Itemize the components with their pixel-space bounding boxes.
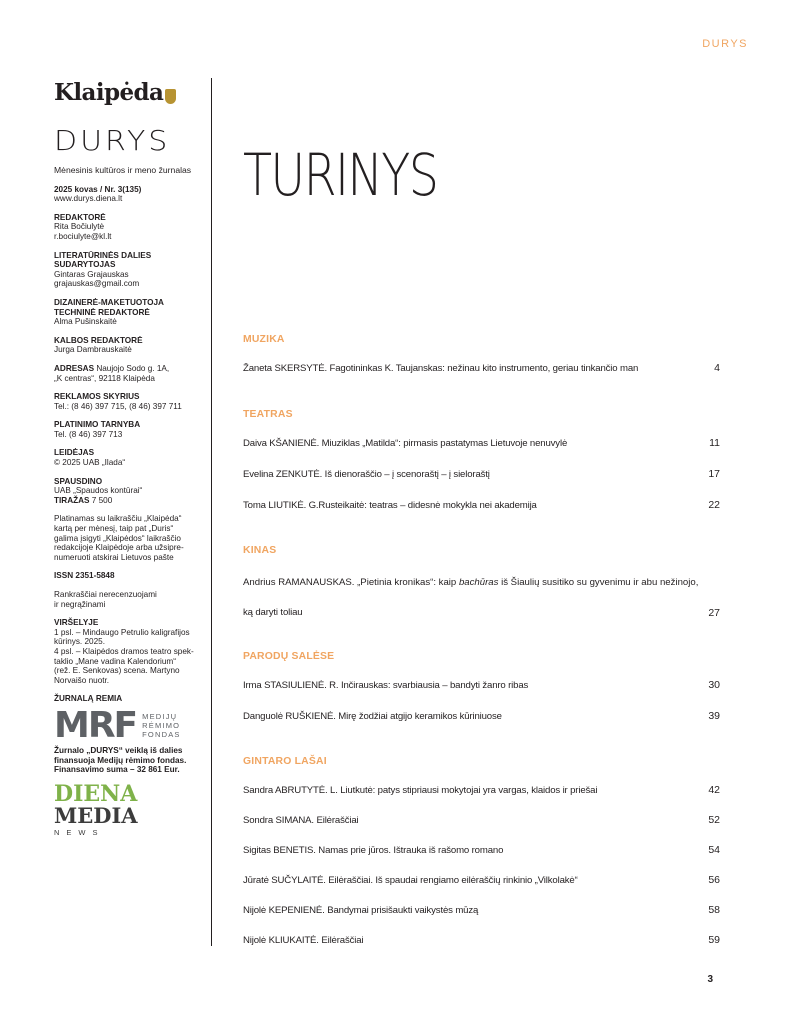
distribution-note-line: numeruoti atskirai Lietuvos pašte — [54, 552, 174, 562]
funding-line: Finansavimo suma – 32 861 Eur. — [54, 765, 180, 775]
funding-note — [54, 746, 204, 775]
section-amber-drops — [243, 756, 720, 946]
address-block — [54, 364, 204, 383]
toc-entry[interactable] — [243, 679, 720, 691]
entry-page: 58 — [708, 904, 720, 916]
toc-entry[interactable] — [243, 362, 720, 374]
distribution-label: PLATINIMO TARNYBA — [54, 420, 141, 430]
distribution-note-line: galima įsigyti „Klaipėdos“ laikraščio — [54, 533, 181, 543]
issue-info — [54, 185, 204, 204]
klaipeda-logo-text: Klaipėda — [54, 79, 164, 106]
durys-logo: DURYS — [54, 125, 171, 158]
entry-title: Jūratė SUČYLAITĖ. Eilėraščiai. Iš spaudai rengiamo eilėraščių rinkinio „Vilkolakė“ — [243, 875, 578, 886]
running-header: DURYS — [702, 38, 748, 50]
toc-entry[interactable] — [243, 568, 720, 628]
funding-line: Žurnalo „DURYS“ veiklą iš dalies — [54, 745, 183, 755]
section-heading: TEATRAS — [243, 409, 293, 420]
klaipeda-logo — [54, 78, 204, 108]
entry-page: 17 — [708, 468, 720, 480]
section-heading: PARODŲ SALĖSE — [243, 651, 335, 662]
language-editor-block — [54, 336, 204, 355]
literary-editor-block — [54, 251, 204, 289]
address-line2: „K centras“, 92118 Klaipėda — [54, 373, 155, 383]
editor-label: REDAKTORĖ — [54, 212, 106, 222]
entry-page: 54 — [708, 844, 720, 856]
distribution-note-line: Platinamas su laikraščiu „Klaipėda“ — [54, 514, 182, 524]
address-line1: Naujojo Sodo g. 1A, — [96, 363, 170, 373]
printer-name: UAB „Spaudos kontūrai“ — [54, 486, 143, 496]
page-title: TURINYS — [243, 141, 438, 209]
designer-label-line2: TECHNINĖ REDAKTORĖ — [54, 307, 150, 317]
cover-block — [54, 618, 204, 685]
issue-number: 2025 kovas / Nr. 3(135) — [54, 184, 142, 194]
print-run-label: TIRAŽAS — [54, 495, 90, 505]
entry-title: Danguolė RUŠKIENĖ. Mirę žodžiai atgijo keramikos kūriniuose — [243, 711, 502, 722]
toc-entry[interactable] — [243, 710, 720, 722]
entry-page: 56 — [708, 874, 720, 886]
distribution-note-line: redakcijoje Klaipėdoje arba užsipre- — [54, 543, 184, 553]
editor-email[interactable]: r.bociulyte@kl.lt — [54, 231, 112, 241]
mrf-logo-text — [142, 712, 180, 739]
entry-page: 4 — [714, 362, 720, 374]
editor-name: Rita Bočiulytė — [54, 222, 105, 232]
publisher-block — [54, 448, 204, 467]
cover-line: kūrinys. 2025. — [54, 637, 105, 647]
manuscripts-line: Rankraščiai nerecenzuojami — [54, 590, 157, 599]
section-heading: GINTARO LAŠAI — [243, 756, 327, 767]
toc-entry[interactable] — [243, 468, 720, 480]
entry-title-part: Andrius RAMANAUSKAS. „Pietinia kronikas“: kaip — [243, 577, 459, 588]
toc-entry[interactable] — [243, 934, 720, 946]
designer-label-line1: DIZAINERĖ-MAKETUOTOJA — [54, 297, 164, 307]
entry-page: 30 — [708, 679, 720, 691]
support-label: ŽURNALĄ REMIA — [54, 694, 123, 704]
section-heading: KINAS — [243, 545, 277, 556]
news-logo: NEWS — [54, 827, 105, 837]
literary-label-line2: SUDARYTOJAS — [54, 260, 116, 270]
section-heading: MUZIKA — [243, 334, 285, 345]
toc-entry[interactable] — [243, 499, 720, 511]
address-label: ADRESAS — [54, 363, 95, 373]
ads-phones: Tel.: (8 46) 397 715, (8 46) 397 711 — [54, 401, 182, 411]
distribution-service-block — [54, 420, 204, 439]
ads-block — [54, 392, 204, 411]
entry-page: 59 — [708, 934, 720, 946]
media-logo: MEDIA — [54, 802, 138, 828]
entry-title: Nijolė KEPENIENĖ. Bandymai prisišaukti vaikystės mūzą — [243, 905, 479, 916]
mrf-logo — [54, 704, 204, 746]
entry-title-line1 — [243, 568, 720, 598]
cover-line: Norvaišo nuotr. — [54, 675, 110, 685]
tagline: Mėnesinis kultūros ir meno žurnalas — [54, 165, 192, 175]
entry-title-part: iš Šiaulių susitiko su gyvenimu ir abu nežinojo, — [498, 577, 699, 588]
mrf-logo-line: FONDAS — [142, 730, 181, 740]
entry-page: 27 — [708, 607, 720, 619]
printer-label: SPAUSDINO — [54, 476, 103, 486]
entry-title-line2 — [243, 598, 720, 628]
entry-title: Daiva KŠANIENĖ. Miuziklas „Matilda“: pirmasis pastatymas Lietuvoje nenuvylė — [243, 438, 568, 449]
print-run-value: 7 500 — [91, 495, 113, 505]
publisher-name: © 2025 UAB „Ilada“ — [54, 458, 126, 468]
entry-title: Sigitas BENETIS. Namas prie jūros. Ištrauka iš rašomo romano — [243, 845, 504, 856]
distribution-phone: Tel. (8 46) 397 713 — [54, 429, 123, 439]
entry-page: 22 — [708, 499, 720, 511]
entry-title-part: ką daryti toliau — [243, 607, 303, 618]
entry-title: Toma LIUTIKĖ. G.Rusteikaitė: teatras – didesnė mokykla nei akademija — [243, 500, 537, 511]
designer-block — [54, 298, 204, 327]
entry-page: 39 — [708, 710, 720, 722]
cover-line: taklio „Mane vadina Kalendorium“ — [54, 656, 176, 666]
language-editor-label: KALBOS REDAKTORĖ — [54, 335, 143, 345]
section-exhibitions — [243, 651, 720, 722]
issn: ISSN 2351-5848 — [54, 571, 115, 581]
ads-label: REKLAMOS SKYRIUS — [54, 392, 140, 402]
website-link[interactable]: www.durys.diena.lt — [54, 194, 123, 204]
section-theatre — [243, 409, 720, 511]
entry-page: 11 — [709, 437, 720, 449]
toc-entry[interactable] — [243, 904, 720, 916]
toc-entry[interactable] — [243, 874, 720, 886]
toc-entry[interactable] — [243, 784, 720, 796]
manuscripts-note — [54, 590, 204, 609]
literary-editor-email[interactable]: grajauskas@gmail.com — [54, 279, 140, 289]
column-divider — [211, 78, 212, 946]
mrf-logo-letters: MRF — [54, 704, 137, 746]
toc-entry[interactable] — [243, 437, 720, 449]
literary-label-line1: LITERATŪRINĖS DALIES — [54, 250, 152, 260]
entry-title-italic: bachūras — [458, 577, 499, 588]
entry-title: Irma STASIULIENĖ. R. Inčirauskas: svarbiausia – bandyti žanro ribas — [243, 680, 529, 691]
cover-label: VIRŠELYJE — [54, 618, 99, 628]
entry-page: 52 — [708, 814, 720, 826]
distribution-note-line: kartą per mėnesį, taip pat „Duris“ — [54, 524, 174, 534]
publisher-label: LEIDĖJAS — [54, 448, 95, 458]
mrf-logo-line: MEDIJŲ — [142, 712, 178, 722]
section-music — [243, 334, 720, 374]
page-number: 3 — [707, 974, 713, 985]
entry-title: Sondra SIMANA. Eilėraščiai — [243, 815, 359, 826]
language-editor-name: Jurga Dambrauskaitė — [54, 345, 132, 355]
entry-title: Nijolė KLIUKAITĖ. Eilėraščiai — [243, 935, 364, 946]
literary-editor-name: Gintaras Grajauskas — [54, 269, 129, 279]
diena-logo: DIENA — [54, 780, 138, 807]
toc-entry[interactable] — [243, 814, 720, 826]
funding-line: finansuoja Medijų rėmimo fondas. — [54, 755, 187, 765]
entry-page: 42 — [708, 784, 720, 796]
designer-name: Alma Pušinskaitė — [54, 317, 117, 327]
cover-line: 1 psl. – Mindaugo Petrulio kaligrafijos — [54, 627, 190, 637]
entry-title: Žaneta SKERSYTĖ. Fagotininkas K. Taujanskas: nežinau kito instrumento, geriau tinkančio man — [243, 363, 639, 374]
toc-entry[interactable] — [243, 844, 720, 856]
editor-block — [54, 213, 204, 242]
crest-icon — [165, 89, 176, 104]
masthead-sidebar — [54, 78, 204, 837]
cover-line: (rež. E. Senkovas) scena. Martyno — [54, 666, 180, 676]
distribution-note — [54, 514, 204, 562]
section-cinema — [243, 545, 720, 628]
printer-block — [54, 477, 204, 506]
entry-title: Sandra ABRUTYTĖ. L. Liutkutė: patys stipriausi mokytojai yra vargas, klaidos ir priešai — [243, 785, 598, 796]
mrf-logo-line: RĖMIMO — [142, 721, 181, 731]
cover-line: 4 psl. – Klaipėdos dramos teatro spek- — [54, 646, 194, 656]
manuscripts-line: ir negrąžinami — [54, 599, 106, 609]
entry-title: Evelina ZENKUTĖ. Iš dienoraščio – į scenoraštį – į sieloraštį — [243, 469, 490, 480]
